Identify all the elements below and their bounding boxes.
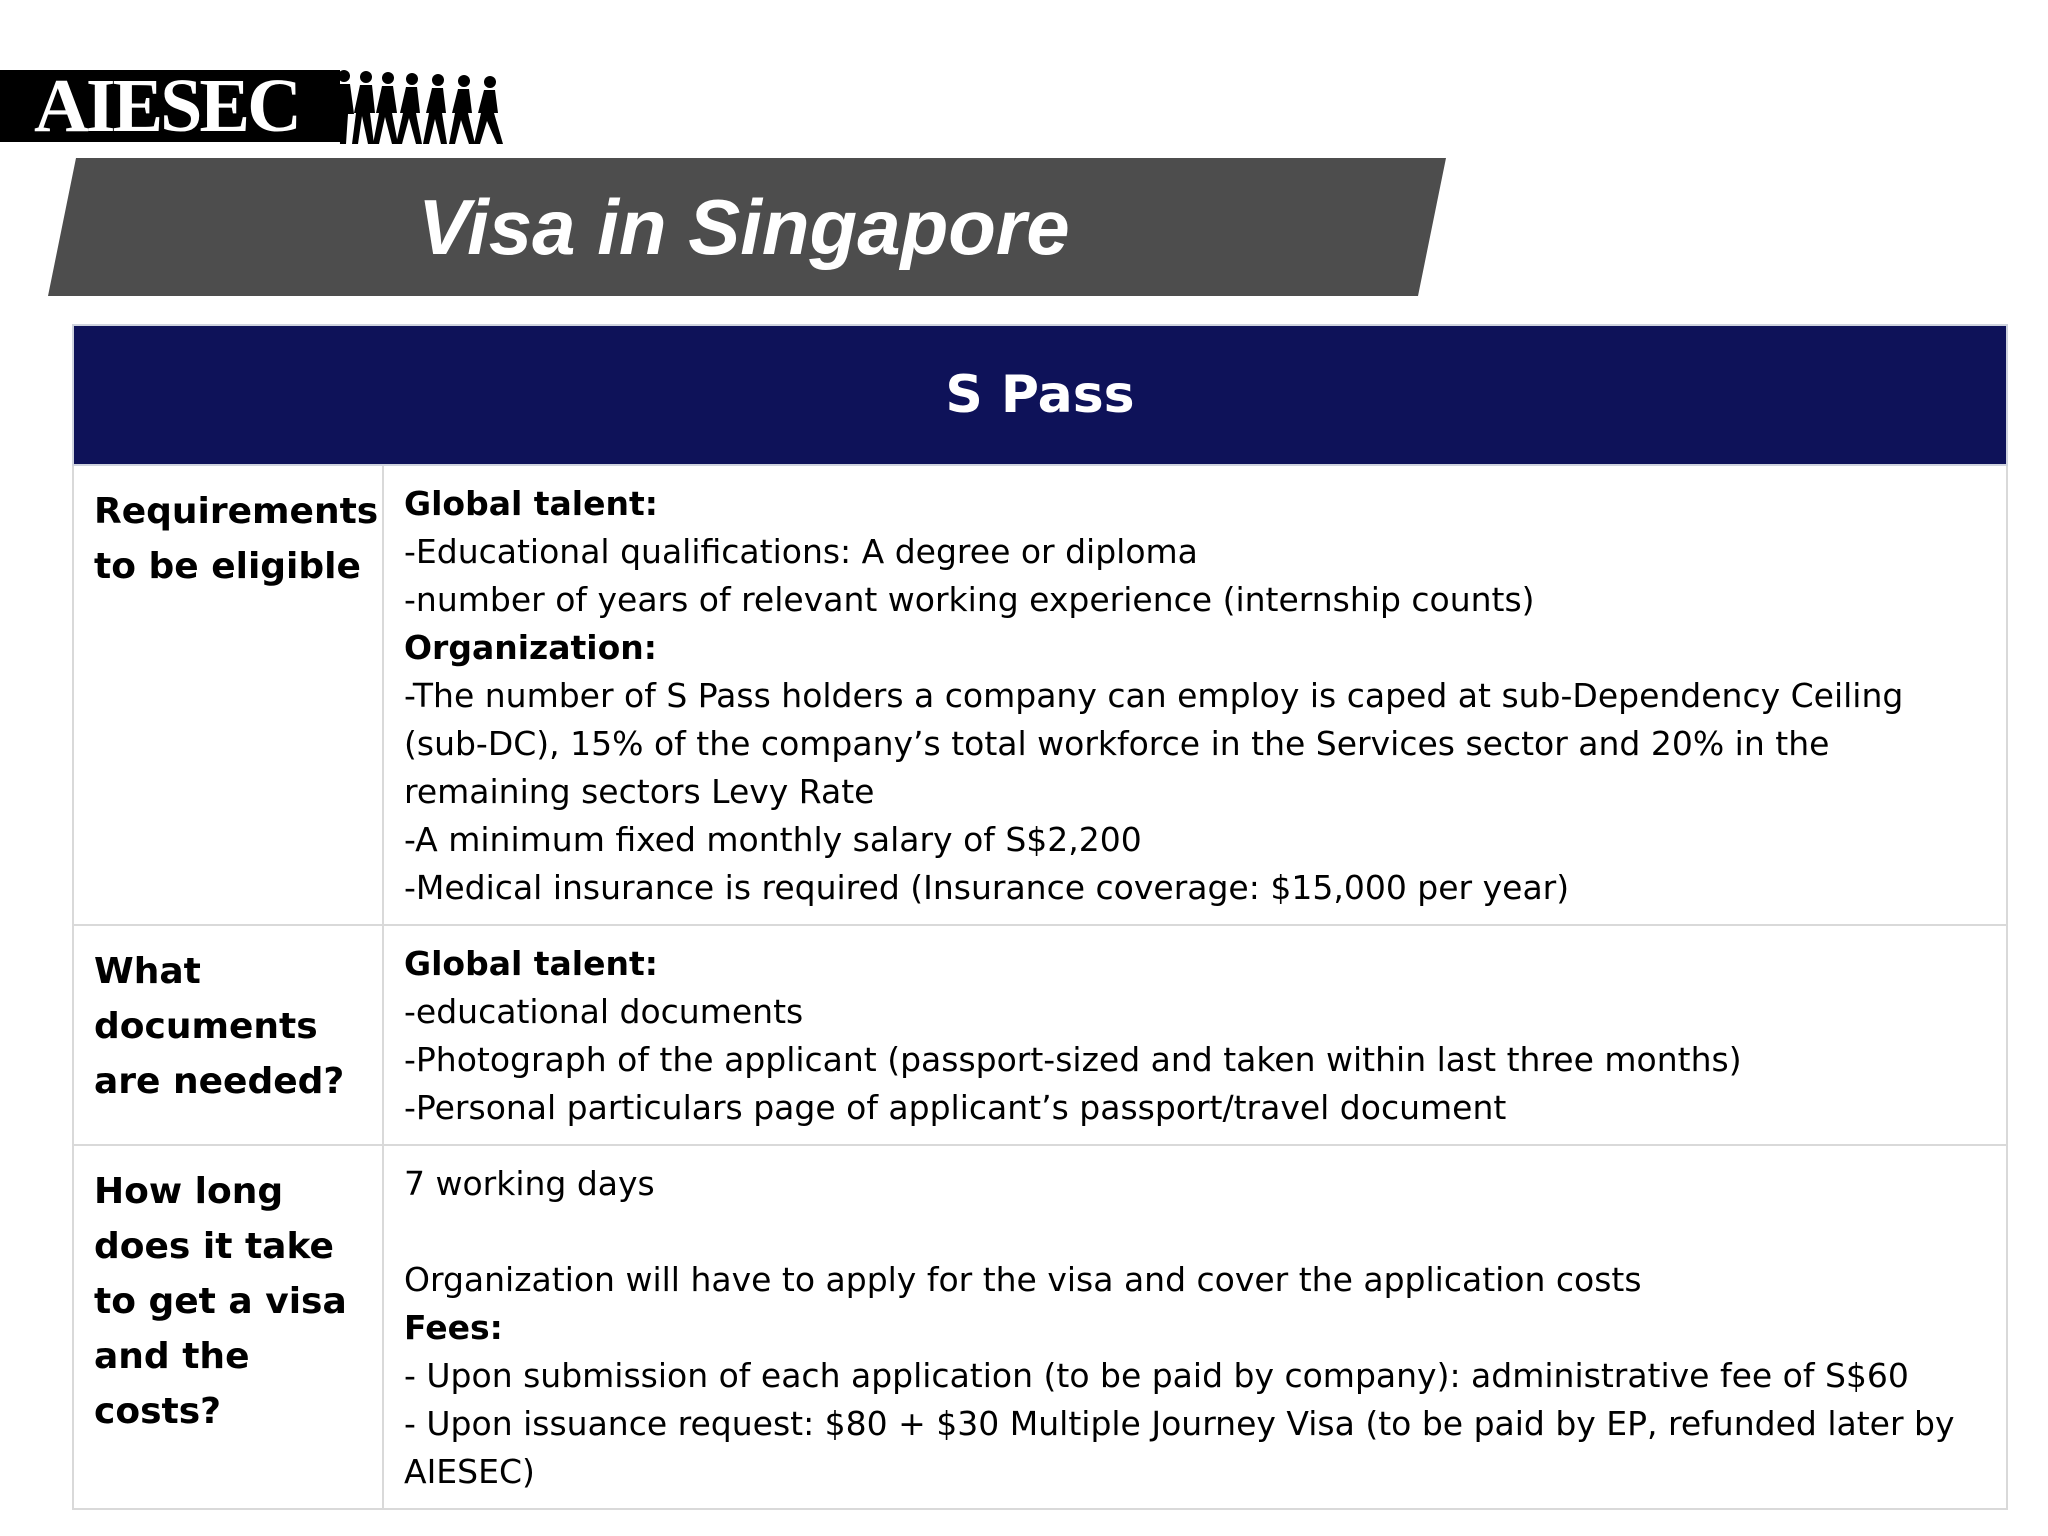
table-header: S Pass — [73, 325, 2007, 465]
table-row — [73, 465, 2007, 925]
content-line: - Upon issuance request: $80 + $30 Multiple Journey Visa (to be paid by EP, refunded later by AIESEC) — [404, 1404, 1955, 1491]
table-row — [73, 925, 2007, 1145]
table-row — [73, 1145, 2007, 1509]
page-title: Visa in Singapore — [418, 183, 1070, 271]
content-line: - Upon submission of each application (to be paid by company): administrative fee of S$60 — [404, 1356, 1909, 1395]
content-heading: Global talent: — [404, 484, 658, 523]
walking-people-icon — [330, 68, 510, 146]
content-line: -The number of S Pass holders a company can employ is caped at sub-Dependency Ceiling (sub-DC), 15% of the company’s total workforce in the Services sector and 20% in the remaining sectors Levy Rate — [404, 676, 1904, 811]
content-line: -Personal particulars page of applicant’s passport/travel document — [404, 1088, 1507, 1127]
row-content — [383, 465, 2007, 925]
row-content — [383, 925, 2007, 1145]
title-banner — [48, 158, 1446, 296]
content-heading: Organization: — [404, 628, 657, 667]
content-heading: Global talent: — [404, 944, 658, 983]
content-line: -Photograph of the applicant (passport-sized and taken within last three months) — [404, 1040, 1742, 1079]
content-line: Organization will have to apply for the visa and cover the application costs — [404, 1260, 1642, 1299]
row-label: How long does it take to get a visa and the costs? — [73, 1145, 383, 1509]
row-label: What documents are needed? — [73, 925, 383, 1145]
visa-table — [72, 324, 2008, 1510]
content-line: 7 working days — [404, 1164, 655, 1203]
row-label: Requirements to be eligible — [73, 465, 383, 925]
table-header-row — [73, 325, 2007, 465]
content-heading: Fees: — [404, 1308, 503, 1347]
content-line: -educational documents — [404, 992, 804, 1031]
aiesec-logo — [0, 64, 520, 148]
content-spacer — [404, 1208, 1988, 1256]
logo-text: AIESEC — [34, 64, 299, 148]
content-line: -Educational qualifications: A degree or diploma — [404, 532, 1198, 571]
row-content — [383, 1145, 2007, 1509]
content-line: -A minimum fixed monthly salary of S$2,200 — [404, 820, 1142, 859]
content-line: -number of years of relevant working experience (internship counts) — [404, 580, 1535, 619]
content-line: -Medical insurance is required (Insurance coverage: $15,000 per year) — [404, 868, 1570, 907]
